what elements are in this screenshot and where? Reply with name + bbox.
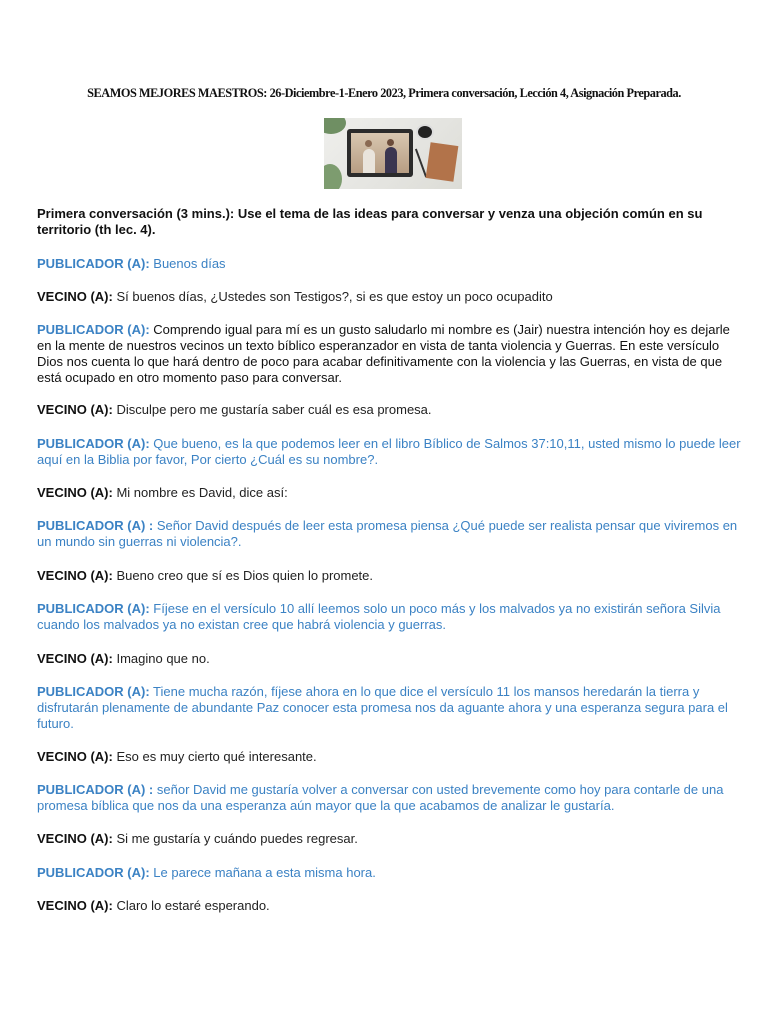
- dialogue-line-vecino: [37, 749, 747, 765]
- dialogue-line-publicador: [37, 436, 747, 468]
- dialogue-text: Buenos días: [153, 256, 226, 271]
- dialogue-line-vecino: [37, 485, 747, 501]
- assignment-intro: Primera conversación (3 mins.): Use el tema de las ideas para conversar y venza una objeción común en su territorio (th lec. 4).: [37, 206, 703, 237]
- dialogue-text: Disculpe pero me gustaría saber cuál es esa promesa.: [116, 402, 432, 417]
- speaker-label: VECINO (A):: [37, 485, 113, 500]
- speaker-label: PUBLICADOR (A) :: [37, 782, 154, 797]
- dialogue-text: Claro lo estaré esperando.: [116, 898, 270, 913]
- dialogue-line-publicador: [37, 782, 747, 814]
- dialogue-text: Sí buenos días, ¿Ustedes son Testigos?, si es que estoy un poco ocupadito: [116, 289, 553, 304]
- dialogue-line-publicador: [37, 518, 747, 550]
- dialogue-text: Comprendo igual para mí es un gusto saludarlo mi nombre es (Jair) nuestra intención hoy es dejarle en la mente de nuestros vecinos un texto bíblico esperanzador en vista de tanta violencia y Guerras. En este versículo Dios nos cuenta lo que hará dentro de poco para acabar definitivamente con la violencia y las Guerras, en vista de que está ocupado en otro momento paso para conversar.: [37, 322, 730, 385]
- dialogue-text: Mi nombre es David, dice así:: [116, 485, 288, 500]
- speaker-label: VECINO (A):: [37, 831, 113, 846]
- speaker-label: VECINO (A):: [37, 402, 113, 417]
- dialogue-text: Fíjese en el versículo 10 allí leemos solo un poco más y los malvados ya no existirán señora Silvia cuando los malvados ya no existan cree que habrá violencia y guerras.: [37, 601, 721, 632]
- dialogue-text: Imagino que no.: [116, 651, 210, 666]
- dialogue-line-vecino: [37, 402, 747, 418]
- dialogue-line-vecino: [37, 898, 747, 914]
- dialogue-text: Si me gustaría y cuándo puedes regresar.: [116, 831, 358, 846]
- speaker-label: VECINO (A):: [37, 898, 113, 913]
- speaker-label: PUBLICADOR (A) :: [37, 518, 154, 533]
- dialogue-text: Que bueno, es la que podemos leer en el libro Bíblico de Salmos 37:10,11, usted mismo lo puede leer aquí en la Biblia por favor, Por cierto ¿Cuál es su nombre?.: [37, 436, 741, 467]
- dialogue-line-publicador: [37, 256, 747, 272]
- dialogue-line-vecino: [37, 289, 747, 305]
- document-title: SEAMOS MEJORES MAESTROS: 26-Diciembre-1-Enero 2023, Primera conversación, Lección 4, Asignación Preparada.: [87, 86, 681, 100]
- dialogue-line-publicador: [37, 601, 747, 633]
- speaker-label: VECINO (A):: [37, 749, 113, 764]
- dialogue-text: Tiene mucha razón, fíjese ahora en lo que dice el versículo 11 los mansos heredarán la tierra y disfrutarán plenamente de abundante Paz conocer esta promesa nos da aguante ahora y una esperanza segura para el futuro.: [37, 684, 728, 731]
- dialogue-text: Bueno creo que sí es Dios quien lo promete.: [116, 568, 374, 583]
- speaker-label: PUBLICADOR (A):: [37, 684, 150, 699]
- dialogue-text: señor David me gustaría volver a conversar con usted brevemente como hoy para contarle de una promesa bíblica que nos da una esperanza aún mayor que la que acabamos de analizar le gustaría.: [37, 782, 724, 813]
- dialogue-text: Le parece mañana a esta misma hora.: [153, 865, 376, 880]
- dialogue-text: Señor David después de leer esta promesa piensa ¿Qué puede ser realista pensar que viviremos en un mundo sin guerras ni violencia?.: [37, 518, 738, 549]
- dialogue-text: Eso es muy cierto qué interesante.: [116, 749, 317, 764]
- speaker-label: PUBLICADOR (A):: [37, 322, 150, 337]
- dialogue-line-vecino: [37, 831, 747, 847]
- tablet-video-call-photo-icon: [324, 118, 462, 189]
- speaker-label: PUBLICADOR (A):: [37, 865, 150, 880]
- speaker-label: VECINO (A):: [37, 568, 113, 583]
- dialogue-line-publicador: [37, 684, 747, 732]
- dialogue-line-vecino: [37, 651, 747, 667]
- speaker-label: PUBLICADOR (A):: [37, 436, 150, 451]
- speaker-label: PUBLICADOR (A):: [37, 256, 150, 271]
- speaker-label: VECINO (A):: [37, 651, 113, 666]
- dialogue-line-publicador: [37, 322, 747, 386]
- speaker-label: PUBLICADOR (A):: [37, 601, 150, 616]
- dialogue-line-publicador: [37, 865, 747, 881]
- dialogue-line-vecino: [37, 568, 747, 584]
- speaker-label: VECINO (A):: [37, 289, 113, 304]
